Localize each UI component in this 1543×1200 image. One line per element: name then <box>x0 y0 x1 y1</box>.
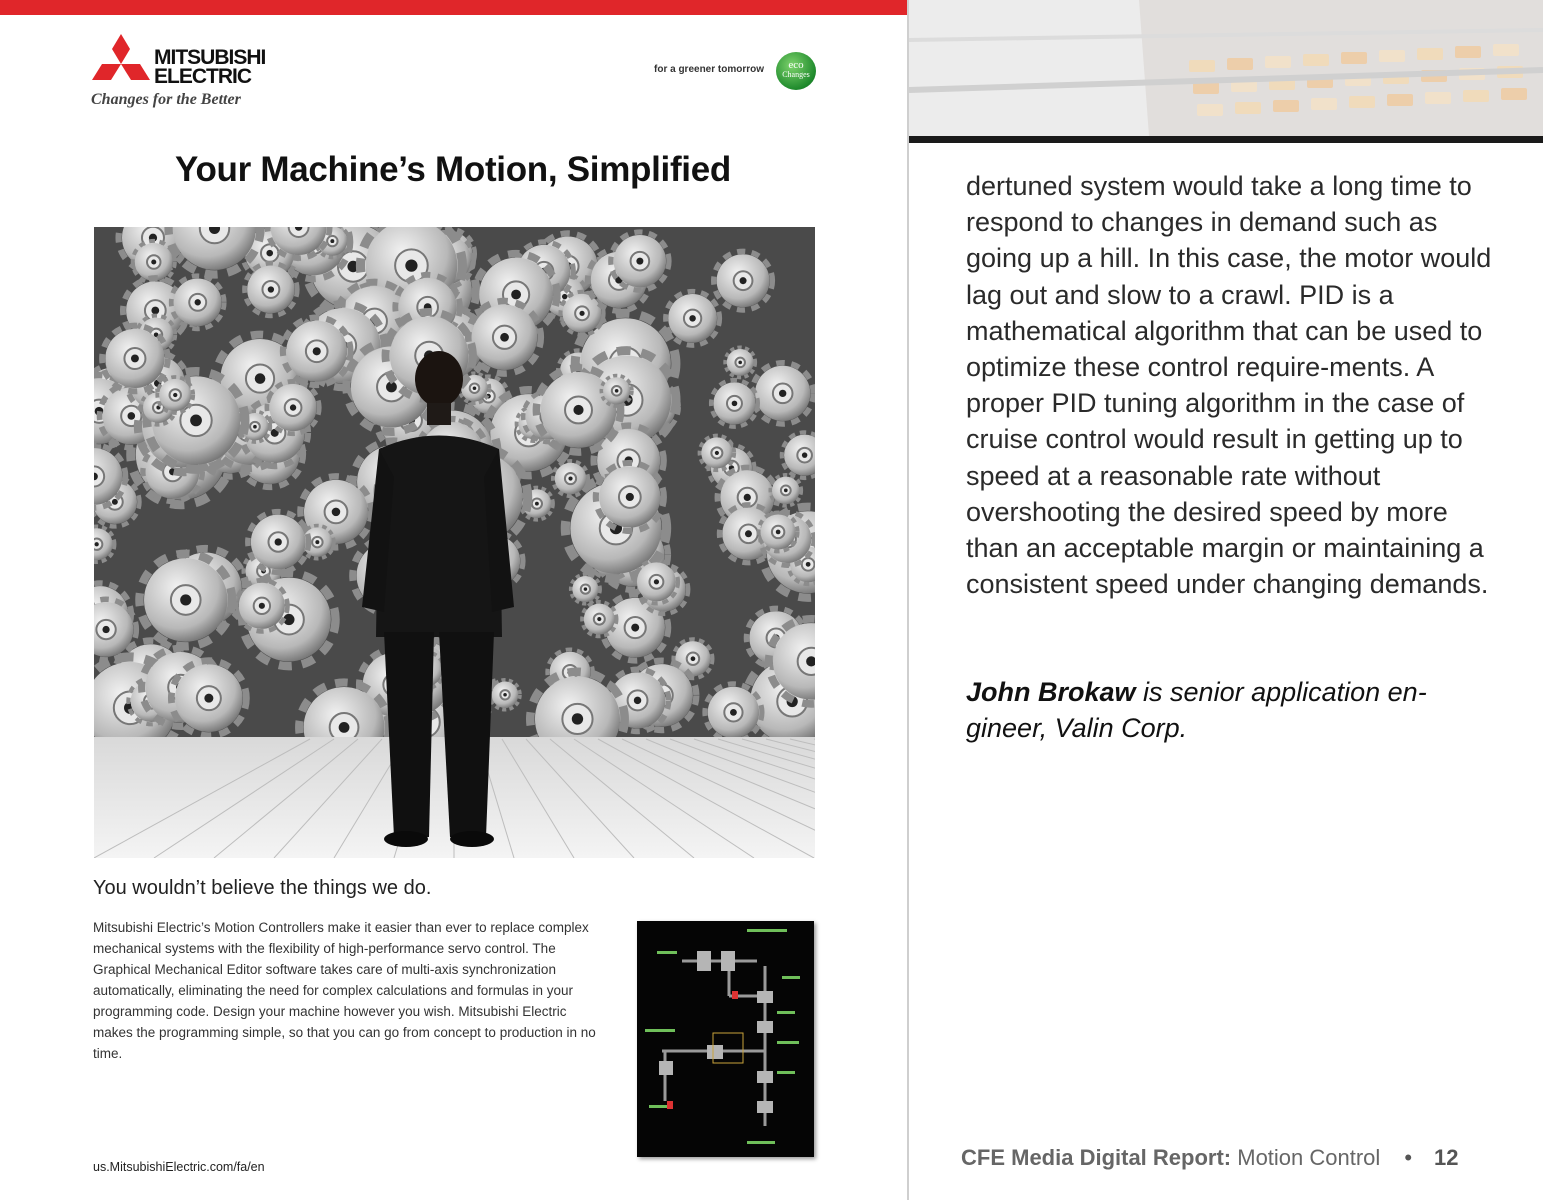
ad-headline: Your Machine’s Motion, Simplified <box>175 150 731 189</box>
logo-brand <box>154 48 265 86</box>
mechanical-editor-screenshot <box>637 921 814 1157</box>
right-page-article <box>909 0 1543 1200</box>
gear-icon <box>94 599 136 660</box>
eco-slogan: for a greener tomorrow <box>654 64 765 75</box>
ad-body-copy: Mitsubishi Electric’s Motion Controllers make it easier than ever to replace complex mechanical systems with the flexibility of high-performance servo control. The Graphical Mechanical Editor software takes care of multi-axis synchronization automatically, eliminating the need for complex calculations and formulas in your programming code. Design your machine however you wish. Mitsubishi Electric makes the programming simple, so that you can go from concept to production in no time. <box>93 920 596 1061</box>
gear-icon <box>94 526 114 562</box>
three-diamonds-icon <box>90 34 152 88</box>
page-number: 12 <box>1434 1145 1459 1170</box>
eco-badge-icon <box>776 52 816 90</box>
ad-subhead: You wouldn’t believe the things we do. <box>93 877 432 899</box>
company-url: us.MitsubishiElectric.com/fa/en <box>93 1160 265 1174</box>
logo-tagline: Changes for the Better <box>91 91 241 108</box>
mitsubishi-logo <box>90 34 290 114</box>
logo-brand-line2: ELECTRIC <box>154 65 251 88</box>
author-byline <box>966 674 1506 746</box>
author-name: John Brokaw <box>966 677 1136 707</box>
eco-badge-line1: eco <box>788 59 804 71</box>
footer-bullet: • <box>1404 1145 1413 1170</box>
header-rule <box>909 136 1543 143</box>
article-body: dertuned system would take a long time to respond to changes in demand such as going up a hill. In this case, the motor would lag out and slow to a crawl. PID is a mathematical algorithm that can be used to optimize these control require-ments. A proper PID tuning algorithm in the case of cruise control would result in getting up to speed at a reasonable rate without overshooting the desired speed by more than an acceptable margin or maintaining a consistent speed under changing demands. <box>966 171 1492 600</box>
page-footer <box>961 1145 1459 1171</box>
author-title: is senior application en-gineer, Valin Corp. <box>966 677 1427 744</box>
logo-brand-line1: MITSUBISHI <box>154 46 266 69</box>
gears-businessman-photo <box>94 227 815 858</box>
footer-section: Motion Control <box>1231 1145 1381 1170</box>
red-top-bar <box>0 0 908 15</box>
footer-publication: CFE Media Digital Report: <box>961 1145 1232 1170</box>
header-photo-strip <box>909 0 1543 136</box>
eco-badge-line2: Changes <box>782 70 810 79</box>
